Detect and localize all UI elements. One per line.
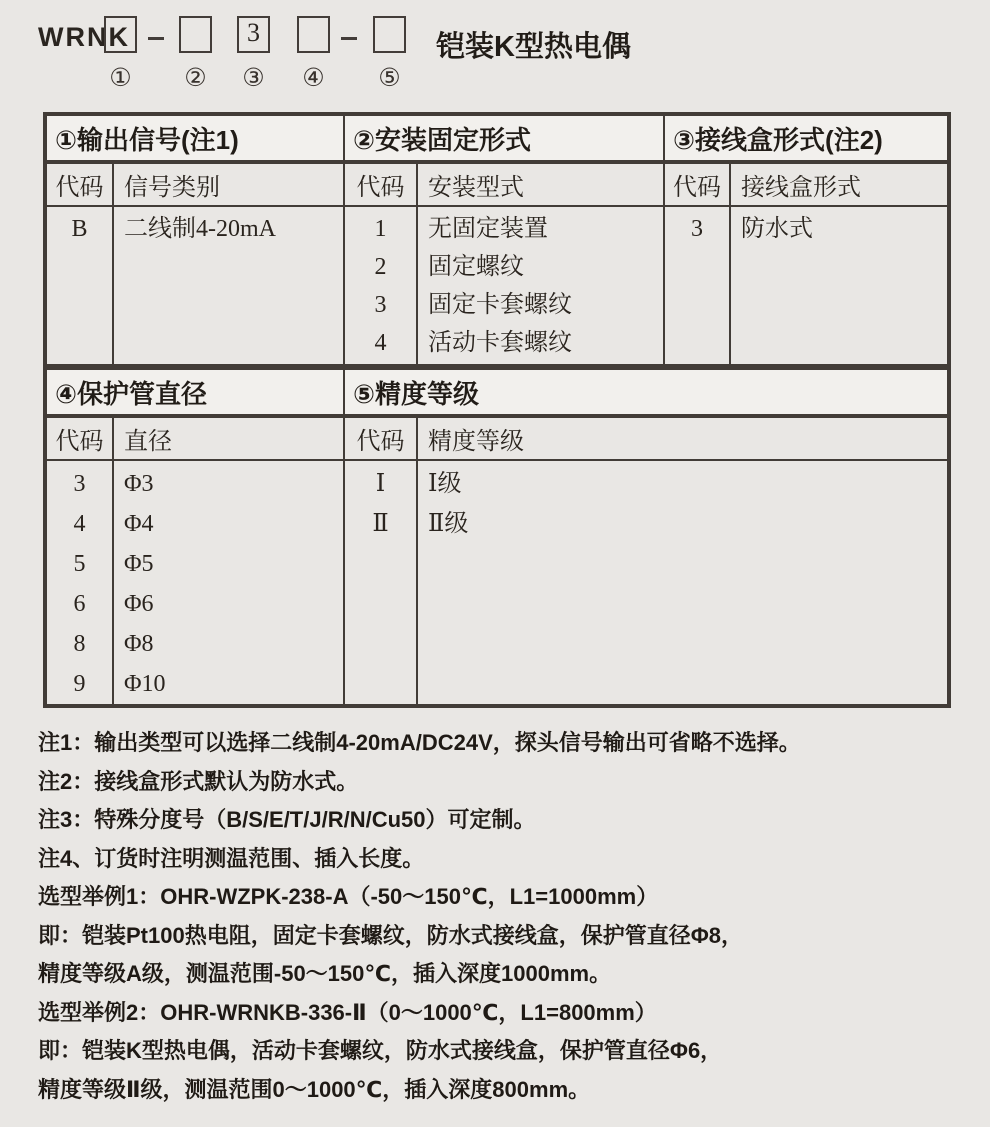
code-value: 1 (374, 216, 387, 242)
note-line: 精度等级A级，测温范围-50～150℃，插入深度1000mm。 (38, 961, 612, 986)
note-line: 注2：接线盒形式默认为防水式。 (38, 768, 359, 794)
column-header-code: 代码 (45, 416, 113, 460)
position-label-1: ① (109, 63, 132, 92)
output-signal-codes (45, 206, 113, 365)
label-value: 固定卡套螺纹 (428, 292, 573, 318)
section-header-junction-box: ③接线盒形式(注2) (664, 114, 949, 162)
label-value: Φ8 (124, 631, 154, 657)
section-header-mounting: ②安装固定形式 (344, 114, 664, 162)
code-value: Ⅱ (372, 511, 389, 537)
column-header-code: 代码 (664, 162, 730, 206)
model-box-2 (179, 16, 212, 53)
position-label-4: ④ (302, 63, 325, 92)
note-line: 注3：特殊分度号（B/S/E/T/J/R/N/Cu50）可定制。 (38, 807, 536, 832)
column-header-code: 代码 (344, 162, 417, 206)
label-value: Ⅰ级 (428, 471, 462, 497)
column-header-code: 代码 (344, 416, 417, 460)
section-header-accuracy-class: ⑤精度等级 (344, 368, 949, 416)
code-value: 3 (691, 216, 704, 242)
code-value: Ⅰ (375, 471, 386, 497)
position-label-2: ② (184, 63, 207, 92)
code-value: 4 (73, 511, 86, 537)
code-value: 9 (73, 671, 86, 697)
accuracy-codes (344, 460, 417, 706)
model-prefix: WRNK (38, 22, 130, 52)
model-box-5 (373, 16, 406, 53)
label-value: 活动卡套螺纹 (428, 330, 573, 356)
code-value: 6 (73, 591, 86, 617)
model-box-1 (104, 16, 137, 53)
junction-box-labels (730, 206, 949, 365)
note-line: 注4、订货时注明测温范围、插入长度。 (38, 845, 425, 871)
label-value: Φ4 (124, 511, 154, 537)
column-header-junction-box-type: 接线盒形式 (730, 162, 949, 206)
model-box-3: 3 (237, 16, 270, 53)
column-header-diameter: 直径 (113, 416, 344, 460)
label-value: Φ6 (124, 591, 154, 617)
diameter-labels (113, 460, 344, 706)
code-value: 2 (374, 254, 387, 280)
code-value: 4 (374, 330, 387, 356)
dash-separator (341, 37, 357, 40)
note-line: 选型举例2：OHR-WRNKB-336-Ⅱ（0～1000℃，L1=800mm） (38, 999, 657, 1025)
column-header-signal-type: 信号类别 (113, 162, 344, 206)
column-header-code: 代码 (45, 162, 113, 206)
code-value: 5 (73, 551, 86, 577)
label-value: Φ5 (124, 551, 154, 577)
label-value: 二线制4-20mA (124, 216, 276, 242)
product-title: 铠装K型热电偶 (436, 31, 631, 63)
selection-table (43, 112, 947, 708)
note-line: 精度等级Ⅱ级，测温范围0～1000℃，插入深度800mm。 (38, 1076, 591, 1102)
position-label-3: ③ (242, 63, 265, 92)
column-header-mounting-type: 安装型式 (417, 162, 664, 206)
dash-separator (148, 37, 164, 40)
column-header-accuracy: 精度等级 (417, 416, 949, 460)
junction-box-codes (664, 206, 730, 365)
label-value: 固定螺纹 (428, 254, 525, 280)
code-value: 3 (374, 292, 387, 318)
model-number-diagram (0, 0, 990, 108)
label-value: Ⅱ级 (428, 511, 469, 537)
label-value: 无固定装置 (428, 216, 549, 242)
accuracy-labels (417, 460, 949, 706)
notes-block (38, 724, 968, 1109)
label-value: Φ10 (124, 671, 166, 697)
note-line: 选型举例1：OHR-WZPK-238-A（-50～150℃，L1=1000mm） (38, 884, 659, 909)
diameter-codes (45, 460, 113, 706)
label-value: Φ3 (124, 471, 154, 497)
code-value: 8 (73, 631, 86, 657)
note-line: 注1：输出类型可以选择二线制4-20mA/DC24V，探头信号输出可省略不选择。 (38, 730, 801, 755)
label-value: 防水式 (741, 216, 814, 242)
section-header-sheath-diameter: ④保护管直径 (45, 368, 344, 416)
mounting-labels (417, 206, 664, 365)
code-value: 3 (73, 471, 86, 497)
selection-table-top (43, 112, 951, 366)
mounting-codes (344, 206, 417, 365)
code-value: B (71, 216, 88, 242)
note-line: 即：铠装K型热电偶，活动卡套螺纹，防水式接线盒，保护管直径Φ6， (38, 1038, 723, 1063)
model-box-4 (297, 16, 330, 53)
output-signal-labels (113, 206, 344, 365)
selection-table-bottom (43, 366, 951, 708)
section-header-output-signal: ①输出信号(注1) (45, 114, 344, 162)
position-label-5: ⑤ (378, 63, 401, 92)
note-line: 即：铠装Pt100热电阻，固定卡套螺纹，防水式接线盒，保护管直径Φ8， (38, 922, 744, 948)
